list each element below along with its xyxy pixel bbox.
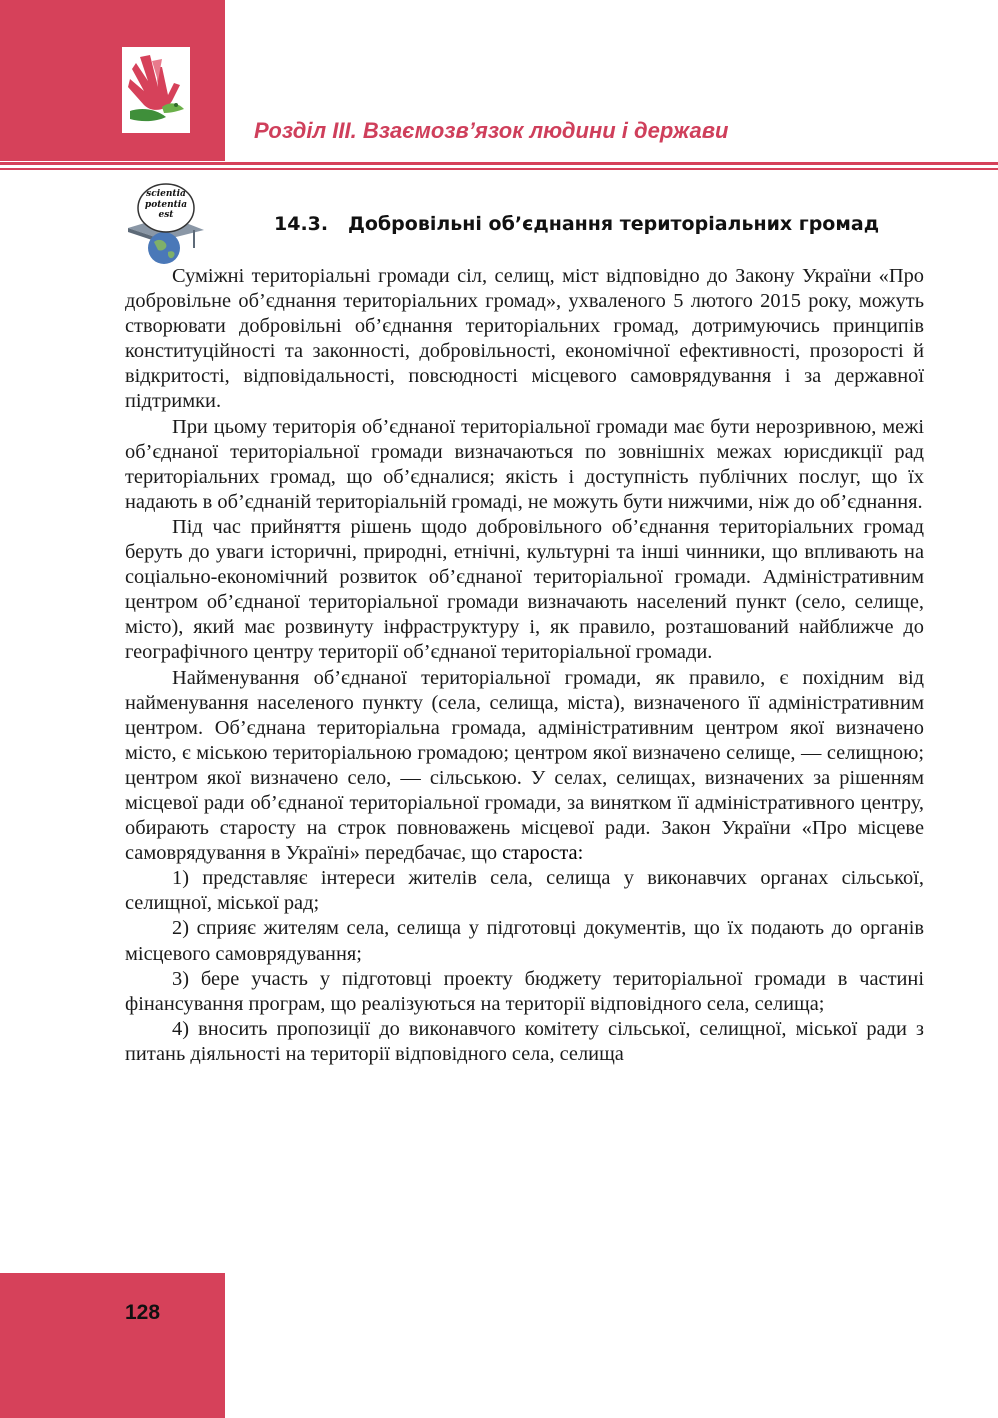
badge-line-3: est xyxy=(158,210,174,220)
paragraph-4-text: Найменування об’єднаної територіальної громади, як правило, є похідним від найменування населеного пункту (села, селища, міста), визначеного її адміністративним центром. Об’єднана територіальна громада, адміністративним центром якої визначено місто, є міською територіальною громадою; центром якої визначено селище, — селищною; центром якої визначено село, — сільською. У селах, селищах, визначених за рішенням місцевої ради об’єднаної територіальної громади, за винятком її адміністративного центру, обирають старосту на строк повноважень місцевої ради. Закон України «Про місцеве самоврядування в Україні» передбачає, що xyxy=(125,666,924,865)
paragraph-3: Під час прийняття рішень щодо добровільного об’єднання територіальних громад беруть до уваги історичні, природні, етнічні, культурні та інші чинники, що впливають на соціально-економічний розвиток об’єднаної територіальної громади. Адміністративним центром об’єднаної територіальної громади визначають населений пункт (село, селище, місто), який має розвинуту інфраструктуру і, як правило, розташований найближче до географічного центру території об’єднаної територіальної громади. xyxy=(125,515,924,664)
graduation-cap-globe-icon xyxy=(124,182,208,270)
paragraph-2: При цьому територія об’єднаної територіальної громади має бути нерозривною, межі об’єднаної територіальної громади визначаються по зовнішніх межах юрисдикції рад територіальних громад, що об’єдналися; якість і доступність публічних послуг, що їх надають в об’єднаній територіальній громаді, не можуть бути нижчими, ніж до об’єднання. xyxy=(125,415,924,513)
header-rule xyxy=(0,162,998,165)
keyword-starosta: староста: xyxy=(502,842,584,865)
header-accent-block xyxy=(0,0,225,161)
list-item-3: 3) бере участь у підготовці проекту бюджету територіальної громади в частині фінансування програм, що реалізуються на території відповідного села, селища; xyxy=(125,967,924,1015)
list-item-2: 2) сприяє жителям села, селища у підготовці документів, що їх подають до органів місцевого самоврядування; xyxy=(125,917,924,965)
chapter-title: Розділ ІІІ. Взаємозв’язок людини і держави xyxy=(254,118,729,143)
list-item-4: 4) вносить пропозиції до виконавчого комітету сільської, селищної, міської ради з питань діяльності на території відповідного села, селища xyxy=(125,1017,924,1065)
header-rule-thin xyxy=(0,168,998,170)
badge-line-1: scientia xyxy=(146,189,186,199)
badge-line-2: potentia xyxy=(144,200,188,210)
body-text xyxy=(125,264,924,1067)
hands-bird-logo-icon xyxy=(122,47,190,133)
footer-accent-block xyxy=(0,1273,225,1418)
paragraph-1: Суміжні територіальні громади сіл, селищ, міст відповідно до Закону України «Про добровільне об’єднання територіальних громад», ухваленого 5 лютого 2015 року, можуть створювати добровільні об’єднання територіальних громад, дотримуючись принципів конституційності та законності, добровільності, економічної ефективності, прозорості й відкритості, відповідальності, повсюдності місцевого самоврядування і за державної підтримки. xyxy=(125,265,924,413)
paragraph-4 xyxy=(125,666,924,867)
page-number: 128 xyxy=(125,1301,161,1324)
list-item-1: 1) представляє інтереси жителів села, селища у виконавчих органах сільської, селищної, міської рад; xyxy=(125,867,924,915)
section-title: 14.3. Добровільні об’єднання територіальних громад xyxy=(274,213,880,235)
